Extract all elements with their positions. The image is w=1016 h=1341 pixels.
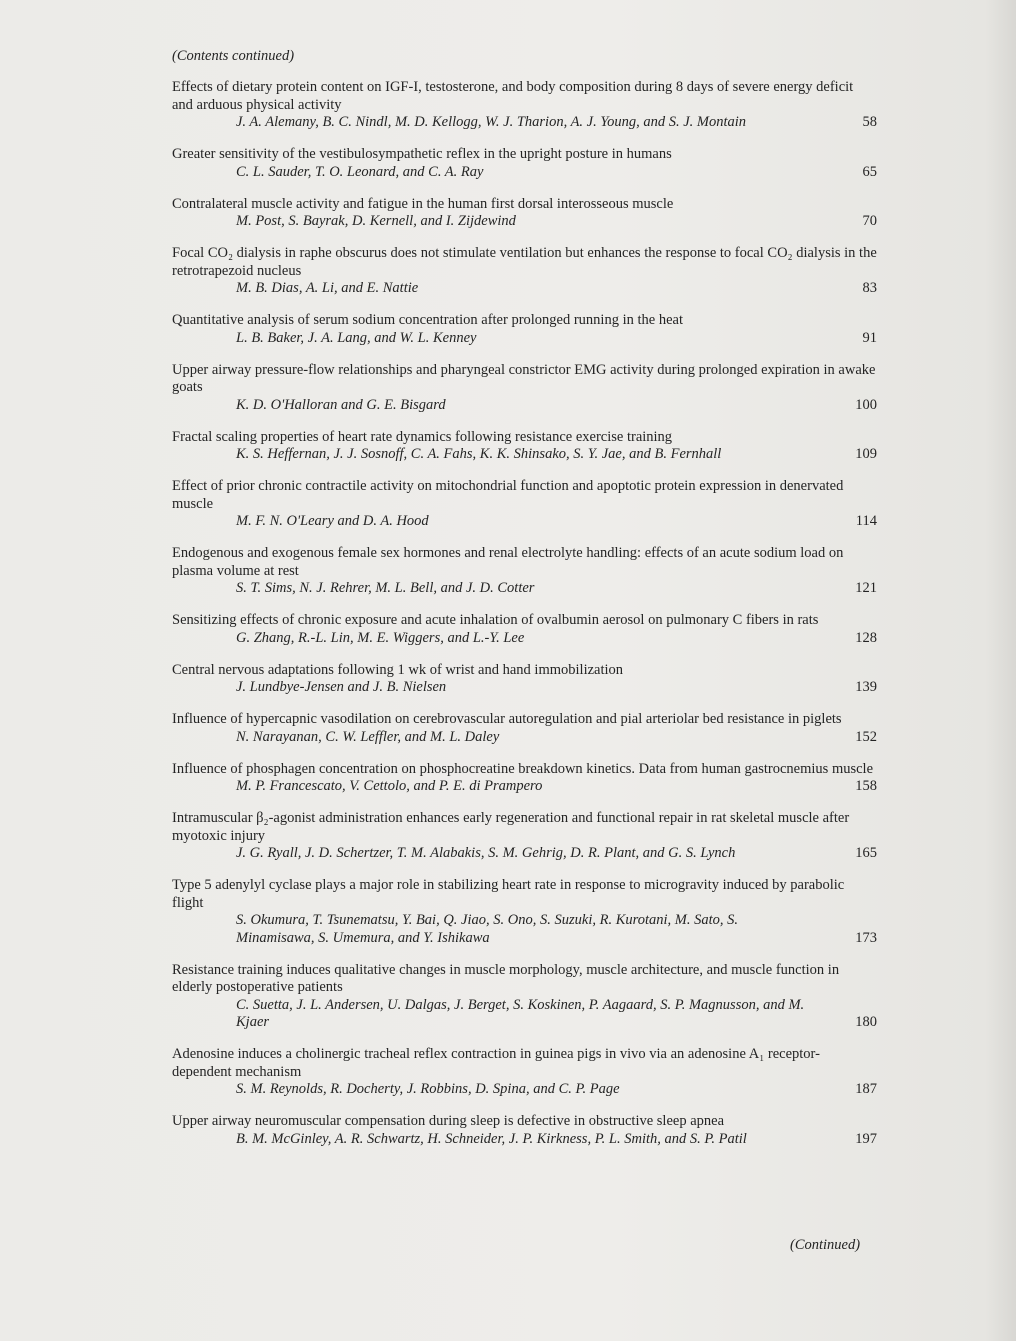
contents-entry <box>172 79 877 132</box>
page-number: 65 <box>862 163 877 180</box>
article-title: Upper airway neuromuscular compensation during sleep is defective in obstructive sleep apnea <box>172 1113 725 1129</box>
article-title: Influence of phosphagen concentration on phosphocreatine breakdown kinetics. Data from human gastrocnemius muscle <box>172 760 874 777</box>
article-authors: M. P. Francescato, V. Cettolo, and P. E. di Prampero <box>236 778 543 794</box>
article-title: Upper airway pressure-flow relationships and pharyngeal constrictor EMG activity during prolonged expiration in awake goats <box>172 361 876 395</box>
contents-list <box>172 79 877 1163</box>
article-title: Focal CO₂ dialysis in raphe obscurus does not stimulate ventilation but enhances the response to focal CO₂ dialysis in the retrotrapezoid nucleus <box>172 245 877 279</box>
article-authors: C. Suetta, J. L. Andersen, U. Dalgas, J. Berget, S. Koskinen, P. Aagaard, S. P. Magnusson, and M. Kjaer <box>236 996 805 1030</box>
contents-continued-header: (Contents continued) <box>172 48 295 64</box>
article-authors: J. Lundbye-Jensen and J. B. Nielsen <box>236 679 447 695</box>
page-number: 197 <box>855 1130 877 1147</box>
article-authors: J. A. Alemany, B. C. Nindl, M. D. Kellogg, W. J. Tharion, A. J. Young, and S. J. Montain <box>236 114 747 130</box>
article-title: Greater sensitivity of the vestibulosympathetic reflex in the upright posture in humans <box>172 146 672 162</box>
article-authors: S. Okumura, T. Tsunematsu, Y. Bai, Q. Jiao, S. Ono, S. Suzuki, R. Kurotani, M. Sato, S. Minamisawa, S. Umemura, and Y. Ishikawa <box>236 912 739 946</box>
article-title: Sensitizing effects of chronic exposure and acute inhalation of ovalbumin aerosol on pulmonary C fibers in rats <box>172 612 819 628</box>
contents-entry <box>172 545 877 598</box>
article-authors: J. G. Ryall, J. D. Schertzer, T. M. Alabakis, S. M. Gehrig, D. R. Plant, and G. S. Lynch <box>236 845 736 861</box>
article-title: Contralateral muscle activity and fatigue in the human first dorsal interosseous muscle <box>172 195 674 212</box>
page-number: 109 <box>855 446 877 462</box>
contents-entry <box>172 711 877 746</box>
article-authors: S. M. Reynolds, R. Docherty, J. Robbins, D. Spina, and C. P. Page <box>236 1081 620 1097</box>
page-number: 91 <box>862 329 877 346</box>
contents-entry <box>172 146 877 181</box>
article-title: Quantitative analysis of serum sodium concentration after prolonged running in the heat <box>172 312 683 328</box>
article-title: Type 5 adenylyl cyclase plays a major role in stabilizing heart rate in response to microgravity induced by parabolic flight <box>172 877 845 911</box>
article-title: Resistance training induces qualitative changes in muscle morphology, muscle architecture, and muscle function in elderly postoperative patients <box>172 961 840 995</box>
article-title: Influence of hypercapnic vasodilation on cerebrovascular autoregulation and pial arteriolar bed resistance in piglets <box>172 711 842 727</box>
article-authors: M. F. N. O'Leary and D. A. Hood <box>236 513 429 529</box>
page-number: 58 <box>862 114 877 130</box>
page-number: 173 <box>855 929 877 946</box>
contents-entry <box>172 761 877 796</box>
article-authors: N. Narayanan, C. W. Leffler, and M. L. Daley <box>236 728 500 745</box>
page-number: 70 <box>862 213 877 229</box>
article-title: Fractal scaling properties of heart rate dynamics following resistance exercise training <box>172 428 673 445</box>
article-authors: K. D. O'Halloran and G. E. Bisgard <box>236 396 446 413</box>
contents-entry <box>172 245 877 298</box>
page-number: 158 <box>855 778 877 794</box>
page-number: 139 <box>855 679 877 695</box>
page-number: 165 <box>855 845 877 861</box>
page-number: 121 <box>855 580 877 596</box>
article-title: Intramuscular β₂-agonist administration enhances early regeneration and functional repair in rat skeletal muscle after myotoxic injury <box>172 810 850 844</box>
contents-entry <box>172 662 877 697</box>
article-authors: M. Post, S. Bayrak, D. Kernell, and I. Zijdewind <box>236 213 516 229</box>
contents-entry <box>172 196 877 231</box>
article-authors: B. M. McGinley, A. R. Schwartz, H. Schneider, J. P. Kirkness, P. L. Smith, and S. P. Patil <box>236 1130 747 1147</box>
contents-entry <box>172 478 877 531</box>
article-authors: C. L. Sauder, T. O. Leonard, and C. A. Ray <box>236 163 484 180</box>
contents-entry <box>172 877 877 947</box>
contents-entry <box>172 612 877 647</box>
article-authors: G. Zhang, R.-L. Lin, M. E. Wiggers, and L.-Y. Lee <box>236 629 525 646</box>
article-title: Effects of dietary protein content on IGF-I, testosterone, and body composition during 8 days of severe energy deficit and arduous physical activity <box>172 79 854 113</box>
article-authors: L. B. Baker, J. A. Lang, and W. L. Kenney <box>236 329 477 346</box>
page-number: 128 <box>855 629 877 646</box>
page-number: 100 <box>855 396 877 413</box>
page-number: 187 <box>855 1081 877 1097</box>
article-title: Effect of prior chronic contractile activity on mitochondrial function and apoptotic protein expression in denervated muscle <box>172 478 844 512</box>
article-authors: S. T. Sims, N. J. Rehrer, M. L. Bell, and J. D. Cotter <box>236 580 535 596</box>
article-title: Adenosine induces a cholinergic tracheal reflex contraction in guinea pigs in vivo via an adenosine A₁ receptor-dependent mechanism <box>172 1046 820 1080</box>
page-number: 114 <box>855 513 877 529</box>
contents-entry <box>172 1113 877 1148</box>
article-authors: K. S. Heffernan, J. J. Sosnoff, C. A. Fahs, K. K. Shinsako, S. Y. Jae, and B. Fernhall <box>236 446 722 462</box>
page-number: 180 <box>855 1014 877 1030</box>
article-title: Central nervous adaptations following 1 wk of wrist and hand immobilization <box>172 661 624 678</box>
article-title: Endogenous and exogenous female sex hormones and renal electrolyte handling: effects of an acute sodium load on plasma volume at rest <box>172 545 844 579</box>
contents-entry <box>172 312 877 347</box>
page-number: 152 <box>855 728 877 745</box>
contents-entry <box>172 429 877 464</box>
page-number: 83 <box>862 280 877 296</box>
contents-entry <box>172 1046 877 1099</box>
contents-entry <box>172 810 877 863</box>
article-authors: M. B. Dias, A. Li, and E. Nattie <box>236 280 419 296</box>
contents-entry <box>172 962 877 1032</box>
continued-footer: (Continued) <box>790 1237 861 1253</box>
contents-entry <box>172 362 877 415</box>
